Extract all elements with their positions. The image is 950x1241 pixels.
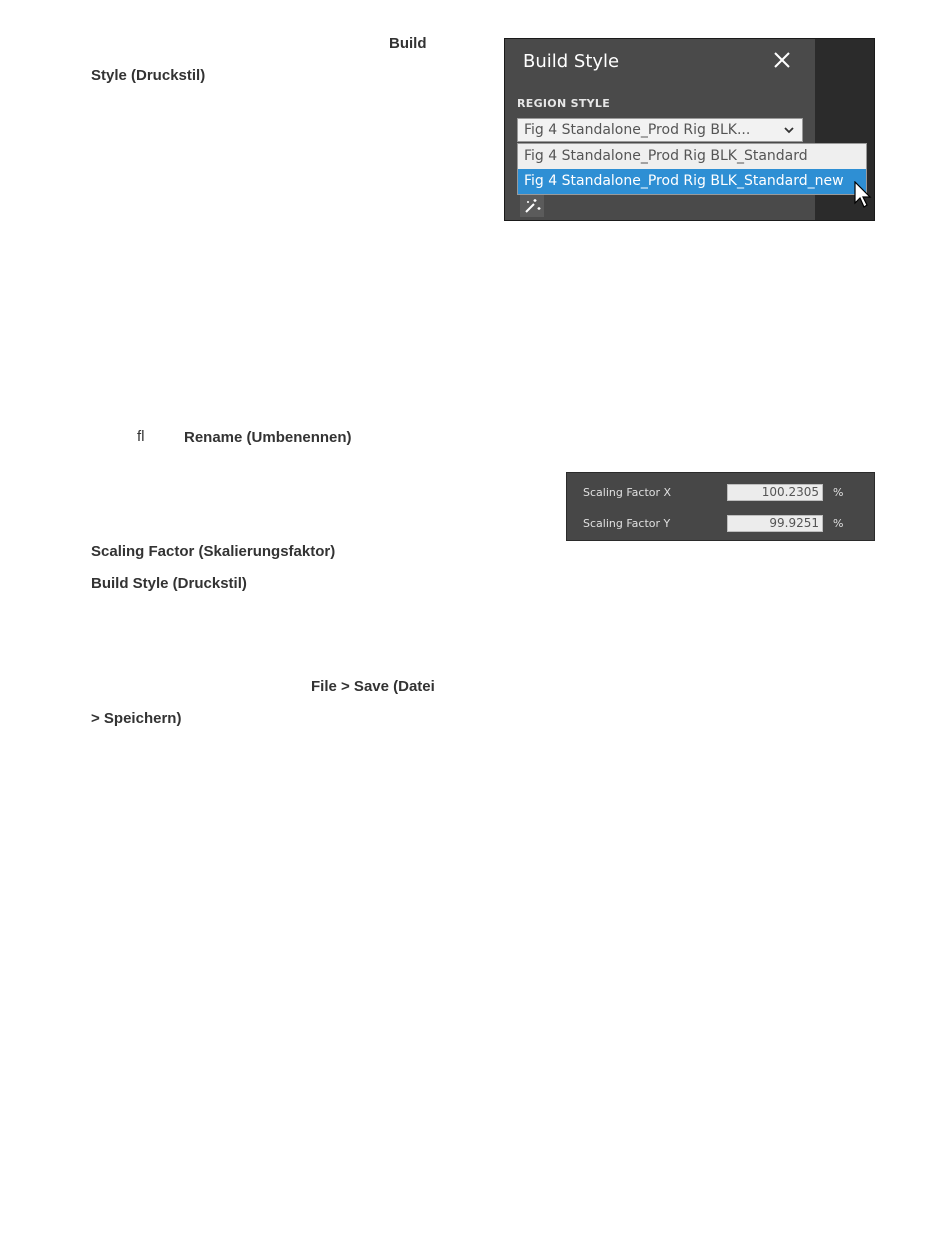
panel-title: Build Style — [523, 51, 620, 72]
scaling-factor-text: Scaling Factor (Skalierungsfaktor) — [91, 543, 336, 560]
region-style-select[interactable] — [517, 118, 803, 142]
scaling-factor-y-input[interactable]: 99.9251 — [727, 515, 823, 532]
chevron-down-icon — [782, 121, 796, 139]
file-save-text-line2: > Speichern) — [91, 710, 182, 727]
build-style-panel — [504, 38, 875, 221]
cursor-icon — [854, 181, 872, 209]
rename-text: Rename (Umbenennen) — [184, 429, 352, 446]
scaling-factor-x-unit: % — [833, 486, 844, 499]
dropdown-option-selected[interactable]: Fig 4 Standalone_Prod Rig BLK_Standard_new — [518, 169, 866, 194]
dropdown-option[interactable]: Fig 4 Standalone_Prod Rig BLK_Standard — [518, 144, 866, 169]
fl-glyph: ﬂ — [137, 428, 145, 445]
scaling-factor-y-label: Scaling Factor Y — [583, 517, 671, 530]
region-style-dropdown — [517, 143, 867, 195]
close-icon[interactable] — [771, 49, 793, 71]
region-style-label: REGION STYLE — [517, 97, 611, 110]
build-style-text-line2: Style (Druckstil) — [91, 67, 206, 84]
build-style-text: Build Style (Druckstil) — [91, 575, 247, 592]
scaling-factor-y-unit: % — [833, 517, 844, 530]
region-style-selected-value: Fig 4 Standalone_Prod Rig BLK... — [524, 122, 751, 138]
scaling-factor-x-label: Scaling Factor X — [583, 486, 672, 499]
scaling-factor-panel — [566, 472, 875, 541]
file-save-text-line1: File > Save (Datei — [311, 678, 435, 695]
magic-wand-icon[interactable] — [520, 195, 544, 217]
scaling-factor-x-input[interactable]: 100.2305 — [727, 484, 823, 501]
build-text-line1: Build — [389, 35, 427, 52]
